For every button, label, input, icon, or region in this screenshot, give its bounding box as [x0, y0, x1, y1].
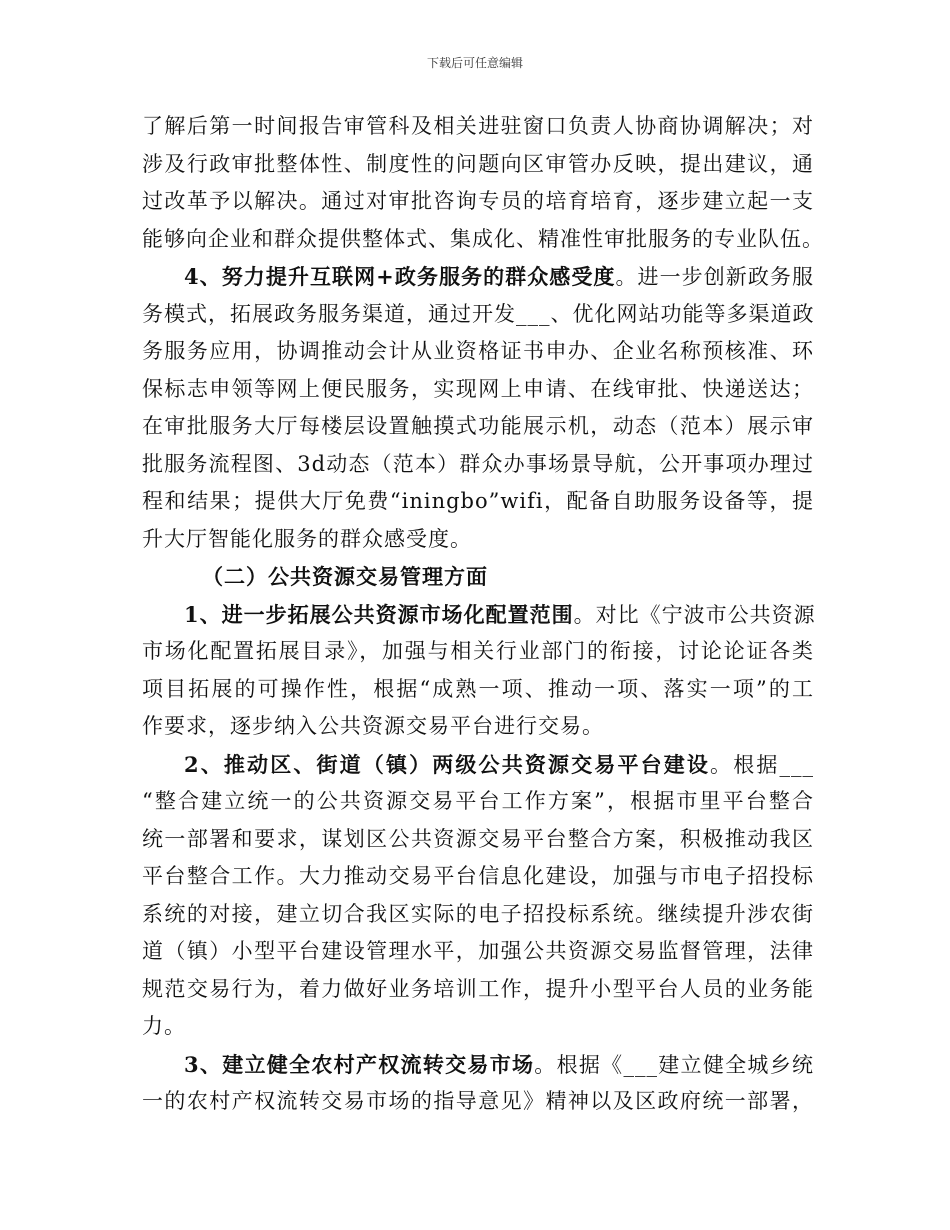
- text-line: [142, 858, 814, 896]
- body-text: 程和结果；提供大厅免费“iningbo”wifi，配备自助服务设备等，提: [142, 489, 814, 513]
- text-line: [142, 146, 814, 184]
- text-line: [142, 746, 814, 784]
- bold-heading-text: 2、推动区、街道（镇）两级公共资源交易平台建设: [184, 751, 711, 777]
- body-text: 道（镇）小型平台建设管理水平，加强公共资源交易监督管理，法律: [142, 939, 814, 963]
- body-text: “整合建立统一的公共资源交易平台工作方案”，根据市里平台整合: [142, 789, 814, 813]
- body-text: 统一部署和要求，谋划区公共资源交易平台整合方案，积极推动我区: [142, 826, 814, 851]
- text-line: [142, 783, 814, 821]
- text-line: [142, 483, 814, 521]
- bold-heading-text: 3、建立健全农村产权流转交易市场: [184, 1051, 535, 1077]
- body-text: 作要求，逐步纳入公共资源交易平台进行交易。: [142, 714, 604, 738]
- text-line: [142, 633, 814, 671]
- text-line: [142, 221, 824, 259]
- text-line: [142, 1046, 814, 1084]
- text-line: [142, 333, 814, 371]
- document-body: [142, 108, 824, 1121]
- text-line: [142, 296, 814, 334]
- text-line: [142, 596, 814, 634]
- body-text: 过改革予以解决。通过对审批咨询专员的培育培育，逐步建立起一支: [142, 189, 814, 213]
- bold-heading-text: （二）公共资源交易管理方面: [202, 564, 488, 589]
- text-line: [142, 1008, 814, 1046]
- body-text: 务模式，拓展政务服务渠道，通过开发___、优化网站功能等多渠道政: [142, 301, 815, 326]
- body-text: 在审批服务大厅每楼层设置触摸式功能展示机，动态（范本）展示审: [142, 414, 814, 438]
- bold-heading-text: 1、进一步拓展公共资源市场化配置范围: [184, 601, 574, 627]
- body-text: 务服务应用，协调推动会计从业资格证书申办、企业名称预核准、环: [142, 339, 814, 363]
- body-text: 市场化配置拓展目录》，加强与相关行业部门的衔接，讨论论证各类: [142, 639, 814, 663]
- body-text: 。对比《宁波市公共资源: [573, 602, 816, 627]
- text-line: [142, 558, 814, 596]
- text-line: [142, 671, 814, 709]
- body-text: 。进一步创新政务服: [615, 265, 814, 289]
- body-text: 系统的对接，建立切合我区实际的电子招投标系统。继续提升涉农街: [142, 901, 814, 926]
- body-text: 一的农村产权流转交易市场的指导意见》精神以及区政府统一部署，: [142, 1089, 814, 1113]
- text-line: [142, 258, 814, 296]
- body-text: 。根据《___建立健全城乡统: [534, 1052, 814, 1077]
- body-text: 保标志申领等网上便民服务，实现网上申请、在线审批、快递送达；: [142, 376, 814, 401]
- text-line: [142, 933, 814, 971]
- text-line: [142, 896, 814, 934]
- text-line: [142, 446, 814, 484]
- body-text: 能够向企业和群众提供整体式、集成化、精准性审批服务的专业队伍。: [142, 226, 824, 251]
- text-line: [142, 371, 814, 409]
- page-header: 下载后可任意编辑: [426, 56, 523, 70]
- text-line: [142, 521, 814, 559]
- text-line: [142, 971, 814, 1009]
- text-line: [142, 183, 814, 221]
- body-text: 批服务流程图、3d动态（范本）群众办事场景导航，公开事项办理过: [142, 451, 814, 476]
- body-text: 平台整合工作。大力推动交易平台信息化建设，加强与市电子招投标: [142, 864, 814, 888]
- body-text: 了解后第一时间报告审管科及相关进驻窗口负责人协商协调解决；对: [142, 114, 814, 138]
- body-text: 涉及行政审批整体性、制度性的问题向区审管办反映，提出建议，通: [142, 151, 814, 176]
- body-text: 。根据___: [710, 752, 814, 777]
- body-text: 规范交易行为，着力做好业务培训工作，提升小型平台人员的业务能: [142, 976, 814, 1001]
- body-text: 升大厅智能化服务的群众感受度。: [142, 526, 472, 551]
- body-text: 项目拓展的可操作性，根据“成熟一项、推动一项、落实一项”的工: [142, 676, 814, 701]
- text-line: [142, 821, 814, 859]
- text-line: [142, 408, 814, 446]
- text-line: [142, 108, 814, 146]
- body-text: 力。: [142, 1014, 186, 1038]
- bold-heading-text: 4、努力提升互联网+政务服务的群众感受度: [184, 264, 616, 289]
- text-line: [142, 1083, 814, 1121]
- text-line: [142, 708, 814, 746]
